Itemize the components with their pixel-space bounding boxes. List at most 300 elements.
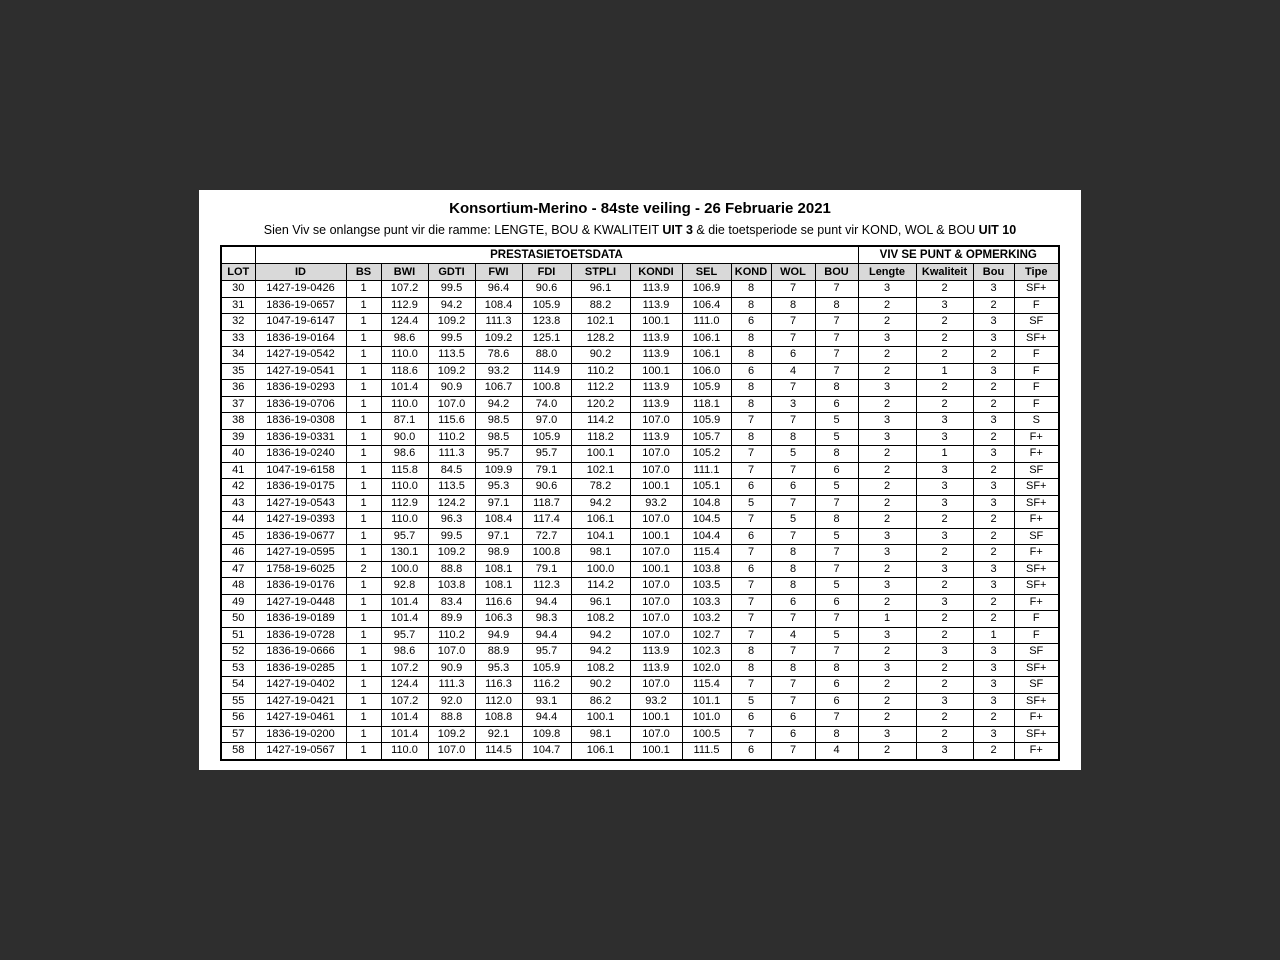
column-header-row [221,264,1059,281]
cell-sel: 115.4 [682,677,731,694]
table-row [221,314,1059,331]
cell-kondi: 100.1 [630,710,682,727]
cell-stpli: 90.2 [571,677,630,694]
cell-fwi: 95.3 [475,479,522,496]
cell-kondi: 107.0 [630,512,682,529]
cell-fdi: 125.1 [522,330,571,347]
cell-gdti: 83.4 [428,594,475,611]
cell-id: 1758-19-6025 [255,561,346,578]
cell-lot: 33 [221,330,255,347]
cell-bou: 6 [815,594,858,611]
cell-bou: 5 [815,627,858,644]
cell-bs: 1 [346,495,381,512]
cell-bs: 1 [346,578,381,595]
cell-bwi: 115.8 [381,462,428,479]
cell-kwaliteit: 2 [916,330,973,347]
cell-kond: 8 [731,644,771,661]
cell-sel: 102.0 [682,660,731,677]
cell-tipe: SF+ [1014,330,1059,347]
cell-wol: 6 [771,479,815,496]
cell-lengte: 2 [858,644,916,661]
cell-bs: 1 [346,627,381,644]
cell-kondi: 113.9 [630,347,682,364]
cell-lengte: 2 [858,594,916,611]
cell-fdi: 90.6 [522,281,571,298]
cell-sel: 103.5 [682,578,731,595]
cell-fwi: 95.3 [475,660,522,677]
cell-bou: 8 [815,512,858,529]
cell-gdti: 92.0 [428,693,475,710]
cell-lot: 53 [221,660,255,677]
cell-wol: 7 [771,495,815,512]
cell-bou: 7 [815,710,858,727]
cell-fwi: 108.8 [475,710,522,727]
cell-stpli: 102.1 [571,314,630,331]
group-header-prestasietoetsdata: PRESTASIETOETSDATA [255,246,858,264]
cell-tipe: SF [1014,644,1059,661]
cell-wol: 7 [771,677,815,694]
cell-kond: 6 [731,528,771,545]
cell-kwaliteit: 2 [916,611,973,628]
cell-bs: 1 [346,429,381,446]
column-header-bou: BOU [815,264,858,281]
cell-gdti: 110.2 [428,627,475,644]
cell-wol: 7 [771,413,815,430]
cell-tipe: SF+ [1014,660,1059,677]
cell-kondi: 113.9 [630,330,682,347]
cell-bou: 3 [973,726,1014,743]
cell-id: 1427-19-0543 [255,495,346,512]
corner-cell [221,246,255,264]
cell-bs: 1 [346,545,381,562]
cell-sel: 102.7 [682,627,731,644]
cell-fwi: 94.9 [475,627,522,644]
column-header-stpli: STPLI [571,264,630,281]
cell-fwi: 116.3 [475,677,522,694]
cell-bou: 7 [815,330,858,347]
cell-sel: 105.9 [682,380,731,397]
cell-sel: 104.5 [682,512,731,529]
cell-kond: 5 [731,693,771,710]
cell-fdi: 109.8 [522,726,571,743]
cell-wol: 6 [771,726,815,743]
cell-kondi: 107.0 [630,462,682,479]
cell-fdi: 114.9 [522,363,571,380]
cell-gdti: 99.5 [428,528,475,545]
column-header-bs: BS [346,264,381,281]
cell-gdti: 89.9 [428,611,475,628]
cell-tipe: F [1014,396,1059,413]
cell-lot: 44 [221,512,255,529]
cell-fdi: 105.9 [522,660,571,677]
cell-fdi: 105.9 [522,429,571,446]
column-header-fwi: FWI [475,264,522,281]
page-title: Konsortium-Merino - 84ste veiling - 26 Februarie 2021 [449,200,831,217]
table-row [221,429,1059,446]
cell-kond: 6 [731,561,771,578]
cell-kwaliteit: 2 [916,726,973,743]
cell-fdi: 112.3 [522,578,571,595]
cell-lot: 46 [221,545,255,562]
cell-lengte: 2 [858,561,916,578]
column-header-kondi: KONDI [630,264,682,281]
cell-lengte: 2 [858,396,916,413]
cell-kondi: 100.1 [630,363,682,380]
cell-bou: 3 [973,413,1014,430]
cell-id: 1836-19-0200 [255,726,346,743]
cell-fwi: 111.3 [475,314,522,331]
cell-bwi: 98.6 [381,446,428,463]
cell-bs: 1 [346,743,381,760]
cell-lengte: 2 [858,693,916,710]
cell-kondi: 113.9 [630,644,682,661]
cell-id: 1836-19-0164 [255,330,346,347]
cell-id: 1427-19-0402 [255,677,346,694]
cell-bou: 5 [815,528,858,545]
cell-lot: 39 [221,429,255,446]
cell-wol: 7 [771,314,815,331]
cell-bs: 1 [346,297,381,314]
cell-fdi: 93.1 [522,693,571,710]
cell-gdti: 94.2 [428,297,475,314]
cell-kond: 7 [731,627,771,644]
table-row [221,330,1059,347]
subtitle-bold-uit3: UIT 3 [662,223,693,237]
cell-bou: 1 [973,627,1014,644]
group-header-row [221,246,1059,264]
cell-lengte: 2 [858,677,916,694]
cell-kwaliteit: 3 [916,743,973,760]
cell-kond: 7 [731,726,771,743]
cell-tipe: SF+ [1014,495,1059,512]
cell-stpli: 90.2 [571,347,630,364]
cell-lot: 54 [221,677,255,694]
cell-gdti: 107.0 [428,396,475,413]
cell-id: 1836-19-0285 [255,660,346,677]
cell-lot: 36 [221,380,255,397]
cell-kwaliteit: 1 [916,446,973,463]
cell-sel: 103.8 [682,561,731,578]
cell-tipe: F+ [1014,710,1059,727]
cell-fdi: 100.8 [522,380,571,397]
cell-wol: 7 [771,611,815,628]
cell-lengte: 3 [858,281,916,298]
cell-id: 1047-19-6147 [255,314,346,331]
cell-bou: 6 [815,462,858,479]
cell-lengte: 3 [858,545,916,562]
cell-id: 1836-19-0176 [255,578,346,595]
cell-kondi: 107.0 [630,594,682,611]
cell-sel: 106.1 [682,330,731,347]
cell-kond: 8 [731,660,771,677]
cell-kond: 7 [731,545,771,562]
cell-stpli: 100.1 [571,710,630,727]
cell-bwi: 101.4 [381,611,428,628]
cell-kond: 6 [731,314,771,331]
cell-sel: 106.0 [682,363,731,380]
table-row [221,710,1059,727]
cell-lengte: 2 [858,347,916,364]
cell-stpli: 106.1 [571,743,630,760]
table-row [221,743,1059,760]
table-row [221,396,1059,413]
cell-bwi: 101.4 [381,726,428,743]
cell-bs: 1 [346,330,381,347]
cell-sel: 118.1 [682,396,731,413]
cell-tipe: F+ [1014,429,1059,446]
cell-bou: 5 [815,578,858,595]
cell-id: 1427-19-0426 [255,281,346,298]
table-body [221,246,1059,760]
cell-bwi: 101.4 [381,710,428,727]
cell-sel: 104.4 [682,528,731,545]
cell-lot: 50 [221,611,255,628]
cell-sel: 105.9 [682,413,731,430]
cell-fdi: 118.7 [522,495,571,512]
cell-wol: 8 [771,578,815,595]
cell-fdi: 79.1 [522,561,571,578]
cell-gdti: 103.8 [428,578,475,595]
cell-wol: 7 [771,281,815,298]
cell-gdti: 113.5 [428,479,475,496]
cell-bwi: 98.6 [381,644,428,661]
cell-kondi: 100.1 [630,314,682,331]
cell-id: 1427-19-0461 [255,710,346,727]
cell-kwaliteit: 3 [916,429,973,446]
cell-kondi: 113.9 [630,396,682,413]
cell-lot: 43 [221,495,255,512]
cell-stpli: 106.1 [571,512,630,529]
cell-fdi: 94.4 [522,627,571,644]
cell-bou: 4 [815,743,858,760]
cell-bwi: 118.6 [381,363,428,380]
cell-kond: 8 [731,281,771,298]
cell-id: 1836-19-0189 [255,611,346,628]
cell-stpli: 120.2 [571,396,630,413]
cell-wol: 8 [771,297,815,314]
cell-lot: 35 [221,363,255,380]
cell-kondi: 100.1 [630,528,682,545]
cell-bs: 1 [346,396,381,413]
cell-lengte: 2 [858,479,916,496]
cell-id: 1836-19-0308 [255,413,346,430]
cell-sel: 106.1 [682,347,731,364]
cell-kondi: 113.9 [630,281,682,298]
cell-fwi: 106.7 [475,380,522,397]
cell-gdti: 107.0 [428,644,475,661]
cell-fwi: 93.2 [475,363,522,380]
cell-bou: 2 [973,743,1014,760]
column-header-tipe: Tipe [1014,264,1059,281]
cell-bs: 1 [346,462,381,479]
cell-kwaliteit: 3 [916,479,973,496]
table-row [221,363,1059,380]
cell-bou: 2 [973,611,1014,628]
cell-tipe: F [1014,380,1059,397]
cell-stpli: 110.2 [571,363,630,380]
cell-lengte: 3 [858,578,916,595]
cell-kwaliteit: 3 [916,644,973,661]
table-row [221,528,1059,545]
cell-gdti: 110.2 [428,429,475,446]
cell-kondi: 93.2 [630,693,682,710]
cell-stpli: 94.2 [571,644,630,661]
cell-sel: 101.1 [682,693,731,710]
cell-tipe: F+ [1014,743,1059,760]
cell-bwi: 92.8 [381,578,428,595]
cell-fdi: 98.3 [522,611,571,628]
cell-fwi: 109.2 [475,330,522,347]
cell-lot: 49 [221,594,255,611]
cell-fdi: 105.9 [522,297,571,314]
cell-kond: 8 [731,347,771,364]
table-row [221,479,1059,496]
cell-fdi: 100.8 [522,545,571,562]
cell-kwaliteit: 2 [916,380,973,397]
cell-bou: 3 [973,281,1014,298]
cell-stpli: 108.2 [571,660,630,677]
cell-stpli: 112.2 [571,380,630,397]
cell-bou: 3 [973,693,1014,710]
cell-bwi: 110.0 [381,479,428,496]
cell-fwi: 108.1 [475,578,522,595]
cell-lot: 51 [221,627,255,644]
cell-bou: 2 [973,462,1014,479]
cell-bou: 8 [815,726,858,743]
cell-bou: 6 [815,396,858,413]
cell-bwi: 130.1 [381,545,428,562]
cell-bou: 3 [973,677,1014,694]
cell-sel: 103.2 [682,611,731,628]
cell-stpli: 86.2 [571,693,630,710]
cell-lot: 41 [221,462,255,479]
cell-gdti: 99.5 [428,330,475,347]
cell-stpli: 96.1 [571,281,630,298]
cell-sel: 105.7 [682,429,731,446]
cell-fdi: 97.0 [522,413,571,430]
column-header-lengte: Lengte [858,264,916,281]
cell-fwi: 98.9 [475,545,522,562]
cell-sel: 102.3 [682,644,731,661]
table-row [221,380,1059,397]
cell-id: 1836-19-0677 [255,528,346,545]
cell-bou: 3 [973,363,1014,380]
cell-tipe: SF+ [1014,281,1059,298]
cell-lengte: 2 [858,495,916,512]
cell-kondi: 107.0 [630,446,682,463]
cell-bou: 3 [973,495,1014,512]
cell-lot: 58 [221,743,255,760]
cell-tipe: F+ [1014,512,1059,529]
cell-tipe: SF [1014,528,1059,545]
cell-bou: 7 [815,611,858,628]
cell-lot: 57 [221,726,255,743]
cell-stpli: 114.2 [571,413,630,430]
cell-fwi: 114.5 [475,743,522,760]
cell-wol: 3 [771,396,815,413]
cell-wol: 4 [771,363,815,380]
table-row [221,495,1059,512]
cell-id: 1836-19-0657 [255,297,346,314]
cell-bs: 1 [346,611,381,628]
cell-kond: 6 [731,479,771,496]
cell-wol: 6 [771,710,815,727]
cell-kond: 6 [731,710,771,727]
cell-lengte: 2 [858,446,916,463]
cell-fwi: 94.2 [475,396,522,413]
cell-sel: 115.4 [682,545,731,562]
cell-kondi: 107.0 [630,545,682,562]
cell-bou: 6 [815,693,858,710]
cell-gdti: 111.3 [428,446,475,463]
cell-id: 1427-19-0595 [255,545,346,562]
cell-sel: 104.8 [682,495,731,512]
cell-bou: 3 [973,660,1014,677]
cell-kondi: 107.0 [630,726,682,743]
cell-bou: 5 [815,413,858,430]
cell-bwi: 107.2 [381,660,428,677]
cell-tipe: SF+ [1014,578,1059,595]
cell-wol: 6 [771,594,815,611]
group-header-viv-se-punt: VIV SE PUNT & OPMERKING [858,246,1059,264]
cell-kwaliteit: 2 [916,677,973,694]
cell-bs: 1 [346,644,381,661]
column-header-gdti: GDTI [428,264,475,281]
cell-sel: 105.2 [682,446,731,463]
cell-lengte: 3 [858,660,916,677]
cell-lengte: 2 [858,710,916,727]
cell-bs: 1 [346,660,381,677]
table-row [221,611,1059,628]
subtitle-text: Sien Viv se onlangse punt vir die ramme: LENGTE, BOU & KWALITEIT [263,223,663,237]
cell-stpli: 96.1 [571,594,630,611]
cell-kwaliteit: 2 [916,281,973,298]
cell-tipe: SF+ [1014,479,1059,496]
cell-bwi: 87.1 [381,413,428,430]
cell-bs: 1 [346,363,381,380]
cell-bs: 1 [346,347,381,364]
cell-bou: 2 [973,347,1014,364]
cell-fdi: 79.1 [522,462,571,479]
cell-lengte: 2 [858,297,916,314]
table-row [221,726,1059,743]
cell-kondi: 100.1 [630,479,682,496]
table-row [221,627,1059,644]
cell-id: 1836-19-0240 [255,446,346,463]
cell-bou: 8 [815,446,858,463]
cell-bou: 8 [815,660,858,677]
cell-bwi: 112.9 [381,297,428,314]
cell-id: 1427-19-0567 [255,743,346,760]
cell-kond: 8 [731,297,771,314]
cell-lengte: 3 [858,726,916,743]
table-row [221,446,1059,463]
cell-kond: 7 [731,462,771,479]
table-row [221,594,1059,611]
cell-lengte: 3 [858,330,916,347]
cell-wol: 8 [771,561,815,578]
cell-gdti: 124.2 [428,495,475,512]
cell-kondi: 100.1 [630,743,682,760]
cell-gdti: 115.6 [428,413,475,430]
cell-kondi: 100.1 [630,561,682,578]
cell-lengte: 1 [858,611,916,628]
cell-fdi: 88.0 [522,347,571,364]
cell-wol: 5 [771,512,815,529]
table-row [221,677,1059,694]
cell-kwaliteit: 3 [916,495,973,512]
cell-lot: 45 [221,528,255,545]
